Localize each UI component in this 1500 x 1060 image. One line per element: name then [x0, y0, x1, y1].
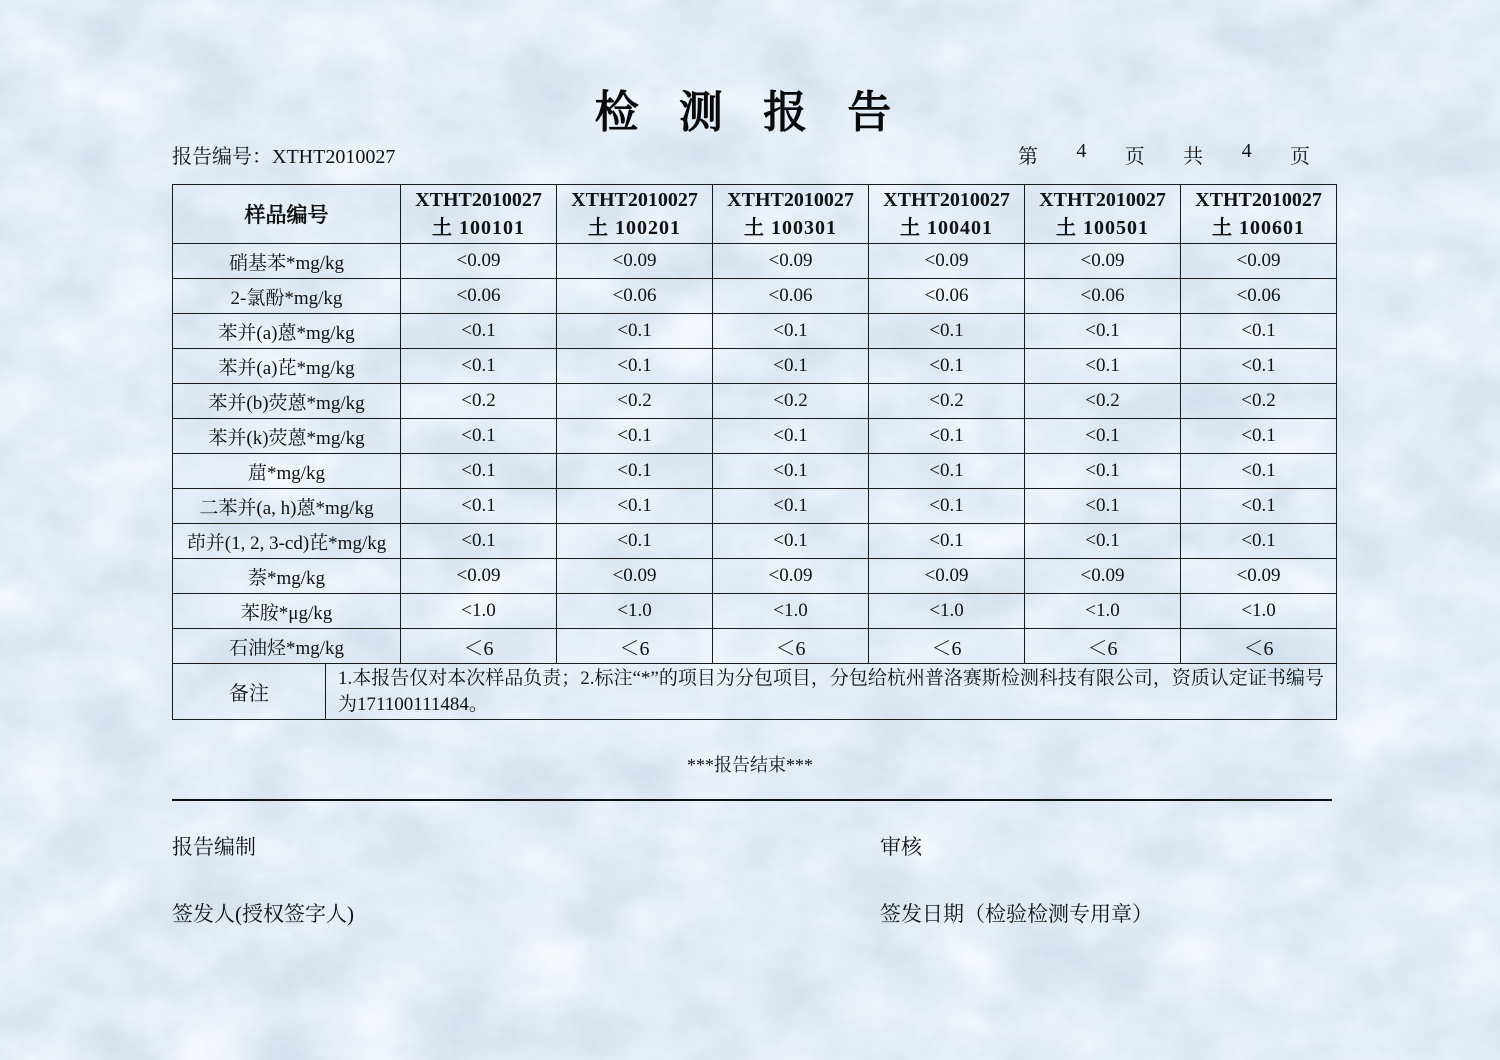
result-cell: <0.06: [1025, 279, 1181, 314]
result-cell: <0.2: [1181, 384, 1337, 419]
table-row: [173, 349, 1337, 384]
remark-row: [173, 664, 1337, 720]
sample-code-line1: XTHT2010027: [1039, 189, 1166, 211]
result-cell: <0.1: [1181, 419, 1337, 454]
table-row: [173, 629, 1337, 664]
result-cell: <0.1: [1181, 349, 1337, 384]
table-row: [173, 384, 1337, 419]
result-cell: <1.0: [1025, 594, 1181, 629]
pagination-total-pages: 4: [1241, 140, 1252, 162]
result-cell: <0.09: [1025, 559, 1181, 594]
table-row: [173, 314, 1337, 349]
analyte-label: 苯并(k)荧蒽*mg/kg: [173, 419, 401, 454]
table-row: [173, 244, 1337, 279]
sample-code-line2: 土 100101: [432, 217, 525, 239]
result-cell: <0.1: [713, 524, 869, 559]
result-cell: <0.06: [401, 279, 557, 314]
pagination-word-ye1: 页: [1124, 146, 1145, 168]
results-table: [172, 184, 1337, 720]
result-cell: <0.1: [401, 314, 557, 349]
sample-code-line2: 土 100601: [1212, 217, 1305, 239]
remark-text-content: 1.本报告仅对本次样品负责；2.标注“*”的项目为分包项目，分包给杭州普洛赛斯检测科技有限公司，资质认定证书编号为171100111484。: [338, 667, 1324, 715]
pagination: [1018, 140, 1310, 169]
result-cell: <0.2: [401, 384, 557, 419]
sample-column-6: [1181, 185, 1337, 244]
result-cell: <0.1: [1025, 454, 1181, 489]
issue-date-label: 签发日期（检验检测专用章）: [880, 902, 1153, 926]
result-cell: <0.1: [557, 489, 713, 524]
result-cell: <1.0: [713, 594, 869, 629]
sample-id-header: 样品编号: [173, 185, 401, 244]
table-row: [173, 419, 1337, 454]
signature-row-2: [172, 898, 1337, 928]
result-cell: <0.09: [713, 559, 869, 594]
result-cell: <0.1: [557, 349, 713, 384]
analyte-label: 萘*mg/kg: [173, 559, 401, 594]
result-cell: <0.1: [1181, 524, 1337, 559]
result-cell: <0.1: [1025, 524, 1181, 559]
result-cell: ＜6: [869, 629, 1025, 664]
result-cell: <0.1: [713, 349, 869, 384]
result-cell: <0.2: [1025, 384, 1181, 419]
remark-label: 备注: [173, 664, 326, 719]
sample-column-1: [401, 185, 557, 244]
result-cell: <0.1: [1181, 314, 1337, 349]
result-cell: <0.1: [557, 454, 713, 489]
result-cell: <0.2: [557, 384, 713, 419]
result-cell: ＜6: [1181, 629, 1337, 664]
result-cell: <0.1: [869, 524, 1025, 559]
result-cell: <0.1: [869, 489, 1025, 524]
result-cell: <0.1: [869, 454, 1025, 489]
result-cell: <0.1: [557, 524, 713, 559]
result-cell: <0.1: [401, 489, 557, 524]
issuer-label: 签发人(授权签字人): [172, 902, 354, 926]
result-cell: <0.09: [401, 244, 557, 279]
report-end-marker: ***报告结束***: [687, 755, 813, 775]
result-cell: <0.1: [1181, 454, 1337, 489]
result-cell: <0.09: [557, 244, 713, 279]
table-row: [173, 454, 1337, 489]
page-title: 检 测 报 告: [594, 88, 906, 137]
sample-code-line1: XTHT2010027: [883, 189, 1010, 211]
sample-column-3: [713, 185, 869, 244]
result-cell: <0.1: [1025, 314, 1181, 349]
analyte-label: 苯并(b)荧蒽*mg/kg: [173, 384, 401, 419]
result-cell: <0.1: [869, 314, 1025, 349]
result-cell: ＜6: [1025, 629, 1181, 664]
result-cell: <0.09: [1025, 244, 1181, 279]
pagination-word-di: 第: [1018, 146, 1038, 168]
result-cell: <0.1: [869, 349, 1025, 384]
remark-wrap: [173, 664, 1336, 719]
sample-code-line2: 土 100501: [1056, 217, 1149, 239]
sample-code-line1: XTHT2010027: [727, 189, 854, 211]
prepared-by-label: 报告编制: [172, 835, 256, 859]
result-cell: <0.09: [869, 559, 1025, 594]
result-cell: <0.1: [557, 314, 713, 349]
sample-column-4: [869, 185, 1025, 244]
sample-code-line2: 土 100301: [744, 217, 837, 239]
analyte-label: 䓛*mg/kg: [173, 454, 401, 489]
signature-row-1: [172, 831, 1337, 861]
pagination-word-ye2: 页: [1289, 146, 1310, 168]
result-cell: <0.1: [713, 419, 869, 454]
result-cell: <1.0: [1181, 594, 1337, 629]
analyte-label: 苯并(a)芘*mg/kg: [173, 349, 401, 384]
result-cell: <0.09: [557, 559, 713, 594]
result-cell: <0.1: [401, 524, 557, 559]
result-cell: ＜6: [401, 629, 557, 664]
result-cell: <0.1: [1181, 489, 1337, 524]
sample-code-line2: 土 100401: [900, 217, 993, 239]
analyte-label: 2-氯酚*mg/kg: [173, 279, 401, 314]
result-cell: <0.1: [869, 419, 1025, 454]
result-cell: <0.09: [869, 244, 1025, 279]
result-cell: <0.1: [713, 454, 869, 489]
table-row: [173, 489, 1337, 524]
report-number: 报告编号：XTHT2010027: [172, 146, 396, 168]
result-cell: ＜6: [713, 629, 869, 664]
result-cell: <0.1: [557, 419, 713, 454]
pagination-word-gong: 共: [1183, 146, 1204, 168]
sample-code-line1: XTHT2010027: [1195, 189, 1322, 211]
result-cell: <0.06: [869, 279, 1025, 314]
result-cell: ＜6: [557, 629, 713, 664]
result-cell: <0.1: [1025, 489, 1181, 524]
result-cell: <0.06: [713, 279, 869, 314]
result-cell: <0.09: [1181, 244, 1337, 279]
analyte-label: 二苯并(a, h)蒽*mg/kg: [173, 489, 401, 524]
sample-code-line1: XTHT2010027: [571, 189, 698, 211]
result-cell: <0.06: [1181, 279, 1337, 314]
result-cell: <0.09: [401, 559, 557, 594]
analyte-label: 茚并(1, 2, 3-cd)芘*mg/kg: [173, 524, 401, 559]
result-cell: <0.09: [713, 244, 869, 279]
analyte-label: 硝基苯*mg/kg: [173, 244, 401, 279]
result-cell: <0.1: [401, 349, 557, 384]
table-row: [173, 279, 1337, 314]
analyte-label: 苯并(a)蒽*mg/kg: [173, 314, 401, 349]
sample-code-line2: 土 100201: [588, 217, 681, 239]
result-cell: <0.1: [713, 314, 869, 349]
table-row: [173, 524, 1337, 559]
result-cell: <0.09: [1181, 559, 1337, 594]
sample-code-line1: XTHT2010027: [415, 189, 542, 211]
table-row: [173, 559, 1337, 594]
result-cell: <0.2: [713, 384, 869, 419]
sample-column-5: [1025, 185, 1181, 244]
analyte-label: 石油烃*mg/kg: [173, 629, 401, 664]
result-cell: <0.1: [713, 489, 869, 524]
result-cell: <1.0: [401, 594, 557, 629]
result-cell: <0.1: [401, 454, 557, 489]
remark-cell: [173, 664, 1337, 720]
result-cell: <1.0: [869, 594, 1025, 629]
result-cell: <0.1: [1025, 349, 1181, 384]
result-cell: <0.1: [1025, 419, 1181, 454]
sample-column-2: [557, 185, 713, 244]
analyte-label: 苯胺*μg/kg: [173, 594, 401, 629]
table-header-row: [173, 185, 1337, 244]
result-cell: <1.0: [557, 594, 713, 629]
result-cell: <0.2: [869, 384, 1025, 419]
signature-divider: [172, 799, 1332, 801]
reviewed-by-label: 审核: [880, 835, 922, 859]
result-cell: <0.06: [557, 279, 713, 314]
result-cell: <0.1: [401, 419, 557, 454]
remark-text: [326, 664, 1336, 719]
pagination-current-page: 4: [1076, 140, 1087, 162]
table-row: [173, 594, 1337, 629]
